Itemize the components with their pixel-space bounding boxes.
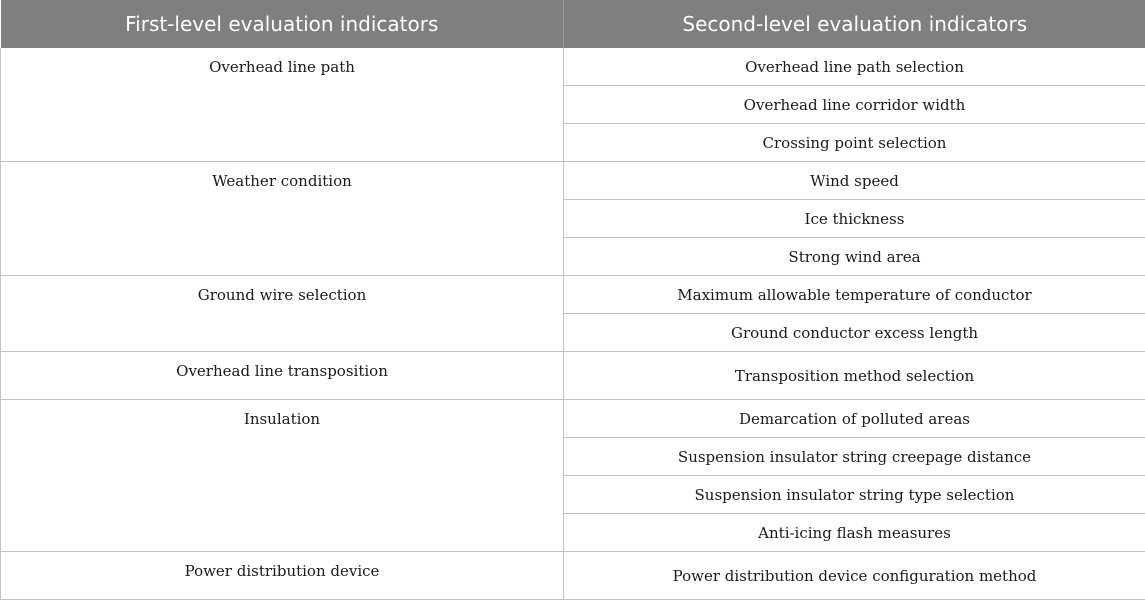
first-level-cell: Overhead line path <box>1 48 564 162</box>
table-row <box>1 352 1145 400</box>
second-level-cell: Ice thickness <box>564 200 1145 238</box>
column-header-first-level: First-level evaluation indicators <box>1 0 564 48</box>
first-level-cell: Insulation <box>1 400 564 552</box>
second-level-cell: Demarcation of polluted areas <box>564 400 1145 438</box>
second-level-cell: Overhead line corridor width <box>564 86 1145 124</box>
second-level-cell: Crossing point selection <box>564 124 1145 162</box>
second-level-cell: Maximum allowable temperature of conductor <box>564 276 1145 314</box>
second-level-cell: Anti-icing flash measures <box>564 514 1145 552</box>
first-level-cell: Power distribution device <box>1 552 564 600</box>
second-level-cell: Strong wind area <box>564 238 1145 276</box>
second-level-cell: Power distribution device configuration method <box>564 552 1145 600</box>
column-header-second-level: Second-level evaluation indicators <box>564 0 1145 48</box>
table-row <box>1 400 1145 438</box>
first-level-cell: Weather condition <box>1 162 564 276</box>
table-row <box>1 48 1145 86</box>
second-level-cell: Suspension insulator string creepage distance <box>564 438 1145 476</box>
first-level-cell: Overhead line transposition <box>1 352 564 400</box>
table-row <box>1 162 1145 200</box>
second-level-cell: Wind speed <box>564 162 1145 200</box>
second-level-cell: Ground conductor excess length <box>564 314 1145 352</box>
second-level-cell: Transposition method selection <box>564 352 1145 400</box>
table-row <box>1 552 1145 600</box>
first-level-cell: Ground wire selection <box>1 276 564 352</box>
second-level-cell: Overhead line path selection <box>564 48 1145 86</box>
table-header-row <box>1 0 1145 48</box>
second-level-cell: Suspension insulator string type selection <box>564 476 1145 514</box>
table-row <box>1 276 1145 314</box>
